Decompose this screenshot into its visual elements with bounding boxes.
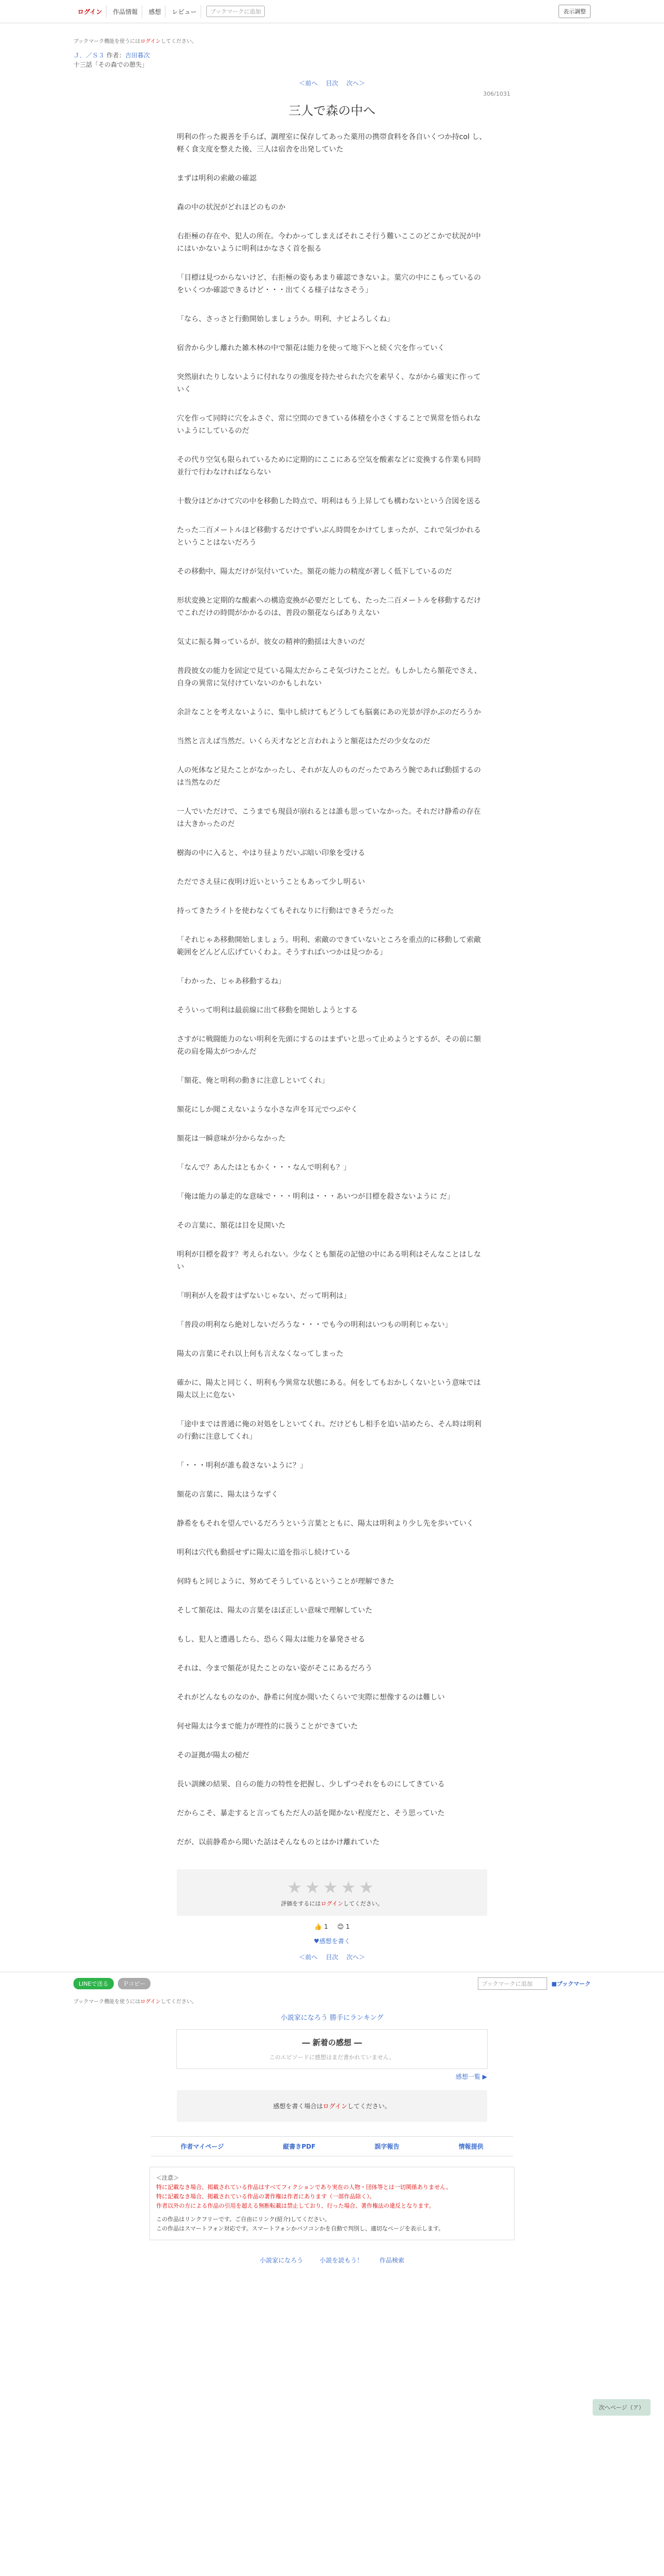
- body-paragraph: それがどんなものなのか、静希に何度か聞いたくらいで実際に想像するのは難しい: [177, 1693, 445, 1702]
- body-paragraph: そして額花は、陽太の言葉をほぼ正しい意味で理解していた: [177, 1606, 372, 1615]
- body-paragraph: そういって明利は最前線に出て移動を開始しようとする: [177, 1006, 358, 1015]
- work-info-link[interactable]: 作品情報: [109, 5, 142, 18]
- body-paragraph: 当然と言えば当然だ。いくら天才などと言われようと額花はただの少女なのだ: [177, 737, 430, 746]
- body-paragraph: 額花は一瞬意味が分からなかった: [177, 1135, 285, 1143]
- body-paragraph: 普段彼女の能力を固定で見ている陽太だからこそ気づけたことだ。もしかしたら額花でさえ、自身の異常に気付けていないのかもしれない: [177, 667, 481, 688]
- rating-login-note: 評価をするにはログインしてください。: [281, 1900, 383, 1907]
- new-reviews-title: ― 新着の感想 ―: [302, 2038, 362, 2047]
- body-paragraph: 形状変換と定期的な酸素への構造変換が必要だとしても、たった二百メートルを移動するだけでこれだけの時間がかかるのは、普段の額花ならばありえない: [177, 597, 481, 617]
- prev-episode-link[interactable]: ＜前へ: [299, 80, 318, 87]
- body-paragraph: 明利の作った親善を手らば、調理室に保存してあった薬用の携帯食料を各自いくつか持col し、軽く食支度を整えた後、三人は宿舎を出発していた: [177, 133, 487, 154]
- body-paragraph: 確かに、陽太と同じく、明利も今異常な状態にある。何をしてもおかしくないという意味では陽太以上に危ない: [177, 1379, 481, 1399]
- body-paragraph: 何時もと同じように、努めてそうしているということが理解できた: [177, 1577, 394, 1586]
- display-settings-button[interactable]: 表示調整: [559, 5, 591, 18]
- body-paragraph: それは、今まで額花が見たことのない姿がそこにあるだろう: [177, 1664, 372, 1673]
- author-mypage-link[interactable]: 作者マイページ: [180, 2143, 224, 2150]
- author-link[interactable]: 吉田暮次: [125, 52, 150, 59]
- header-info: [73, 37, 591, 69]
- body-paragraph: 宿舎から少し離れた雑木林の中で額花は能力を使って地下へと続く穴を作っていく: [177, 344, 445, 352]
- body-paragraph: 一人でいただけで、こうまでも現員が崩れるとは誰も思っていなかった。それだけ静希の存在は大きかったのだ: [177, 808, 481, 828]
- notice-line: 特に記載なき場合、掲載されている作品はすべてフィクションであり実在の人物・団体等とは一切関係ありません。: [156, 2184, 452, 2191]
- impression-login-link[interactable]: ログイン: [323, 2103, 348, 2110]
- footer-nav: [151, 2136, 513, 2156]
- body-paragraph: さすがに戦闘能力のない明利を先頭にするのはまずいと思って止めようとするが、その前に額花の肩を陽太がつかんだ: [177, 1035, 481, 1056]
- next-page-button[interactable]: 次へページ（ア）: [593, 2399, 651, 2416]
- yomou-link[interactable]: 小説を読もう！: [319, 2257, 363, 2264]
- reactions: [0, 1923, 664, 1930]
- body-paragraph: 森の中の状況がどれほどのものか: [177, 203, 285, 212]
- body-paragraph: 額花にしか聞こえないような小さな声を耳元でつぶやく: [177, 1106, 358, 1114]
- body-paragraph: その証拠が陽太の槌だ: [177, 1751, 249, 1760]
- notice-line: 特に記載なき場合、掲載されている作品の著作権は作者にあります（一部作品除く）。: [156, 2193, 375, 2200]
- body-paragraph: 「・・・明利が誰も殺さないように？」: [177, 1462, 307, 1470]
- notice-line: この作品はスマートフォン対応です。スマートフォンかパソコンかを自動で判別し、適切なページを表示します。: [156, 2225, 444, 2232]
- body-paragraph: 「目標は見つからないけど、右拒極の姿もあまり確認できないよ。葉穴の中にこもっているのをいくつか確認できるけど・・・出てくる様子はなさそう」: [177, 274, 481, 294]
- vertical-pdf-link[interactable]: 縦書きPDF: [283, 2143, 316, 2150]
- notice-line: 作者以外の方による作品の引用を超える無断転載は禁止しており、行った場合、著作権法の違反となります。: [156, 2202, 435, 2209]
- body-paragraph: 人の死体など見たことがなかったし、それが友人のものだったであろう腕であれば動揺するのは当然なのだ: [177, 766, 481, 787]
- chapter-title: 十三話「その森での憩失」: [73, 61, 148, 68]
- reviews-link[interactable]: レビュー: [168, 5, 201, 18]
- copy-button[interactable]: Ｐコピー: [118, 1978, 151, 1989]
- bottom-pager: [0, 1953, 664, 1961]
- body-paragraph: たった二百メートルほど移動するだけでずいぶん時間をかけてしまったが、これで気づかれるということはないだろう: [177, 526, 481, 547]
- episode-title: 三人で森の中へ: [289, 103, 375, 118]
- body-paragraph: だが、以前静希から聞いた話はそんなものとはかけ離れていた: [177, 1838, 380, 1847]
- body-paragraph: 「途中までは普通に俺の対処をしといてくれ。だけどもし相手を追い詰めたら、そん時は明利の行動に注意してくれ」: [177, 1420, 481, 1441]
- body-paragraph: 明利が目標を殺す？考えられない。少なくとも額花の記憶の中にある明利はそんなことはしない: [177, 1250, 481, 1271]
- rating-section: [177, 1869, 487, 1916]
- bookmark-label[interactable]: ■ブックマーク: [551, 1981, 591, 1987]
- login-link[interactable]: ログイン: [73, 5, 107, 18]
- body-paragraph: 「普段の明利なら絶対しないだろうな・・・でも今の明利はいつもの明利じゃない」: [177, 1321, 452, 1329]
- body-paragraph: 静希をもそれを望んでいるだろうという言葉とともに、陽太は明利より少し先を歩いていく: [177, 1520, 474, 1528]
- body-paragraph: 突然崩れたりしないように付れなりの強度を持たせられた穴を素早く、ながから確実に作っていく: [177, 373, 481, 394]
- line-share-button[interactable]: LINEで送る: [73, 1978, 114, 1989]
- series-title-link[interactable]: Ｊ．／Ｓ３: [73, 52, 105, 59]
- author-label: 作者：: [106, 52, 125, 59]
- notice-line: この作品はリンクフリーです。ご自由にリンク(紹介)してください。: [156, 2216, 330, 2223]
- next-episode-link-bottom[interactable]: 次へ＞: [346, 1954, 365, 1961]
- body-paragraph: その言葉に、額花は目を見開いた: [177, 1222, 285, 1230]
- top-navigation-bar: [0, 0, 664, 23]
- body-paragraph: 「明利が人を殺すはずないじゃない、だって明利は」: [177, 1292, 351, 1300]
- body-paragraph: 「なら、さっさと行動開始しましょうか。明利、ナビよろしくね」: [177, 315, 394, 323]
- notice-heading: ＜注意＞: [156, 2175, 179, 2181]
- next-episode-link[interactable]: 次へ＞: [346, 80, 365, 87]
- narou-home-link[interactable]: 小説家になろう: [260, 2257, 304, 2264]
- typo-report-link[interactable]: 誤字報告: [374, 2143, 400, 2150]
- body-paragraph: 「なんで？あんたはともかく・・・なんで明利も？」: [177, 1164, 351, 1172]
- bookmark-login-link[interactable]: ログイン: [140, 39, 161, 44]
- no-reviews-text: このエピソードに感想はまだ書かれていません。: [269, 2054, 395, 2061]
- bottom-nav: [0, 2256, 664, 2265]
- body-paragraph: だからこそ、暴走すると言ってもただ人の話を聞かない程度だと、そう思っていた: [177, 1809, 445, 1818]
- body-paragraph: 十数分ほどかけて穴の中を移動した時点で、明利はもう上昇しても構わないという合図を送る: [177, 497, 481, 505]
- toc-link-bottom[interactable]: 目次: [325, 1954, 338, 1961]
- prev-episode-link-bottom[interactable]: ＜前へ: [299, 1954, 318, 1961]
- bookmark-login-link-2[interactable]: ログイン: [140, 1999, 161, 2005]
- body-paragraph: 陽太の言葉にそれ以上何も言えなくなってしまった: [177, 1350, 343, 1358]
- body-paragraph: 「額花、俺と明利の動きに注意しといてくれ」: [177, 1077, 329, 1085]
- body-paragraph: 明利は穴代も動揺せずに陽太に道を指示し続けている: [177, 1548, 351, 1557]
- body-paragraph: ただでさえ昼に夜明け近いということもあって少し明るい: [177, 878, 365, 886]
- body-paragraph: 右拒極の存在や、犯人の所在。今わかってしまえばそれこそ行う難いここのどこかで状況が中にはいかないように明利はかなさく首を振る: [177, 232, 481, 253]
- share-row: [73, 1977, 591, 1990]
- bookmark-login-note-2: ブックマーク機能を使うにはログインしてください。: [73, 1999, 197, 2005]
- rating-stars[interactable]: ★★★★★: [287, 1878, 377, 1897]
- body-paragraph: 気丈に振る舞っているが、彼女の精神的動揺は大きいのだ: [177, 638, 365, 646]
- search-link[interactable]: 作品検索: [379, 2257, 404, 2264]
- body-paragraph: 長い訓練の結果、自らの能力の特性を把握し、少しずつそれをものにしてきている: [177, 1780, 445, 1789]
- body-paragraph: 穴を作って同時に穴をふさぐ、常に空間のできている体積を小さくすることで異常を悟られないようにしているのだ: [177, 414, 481, 435]
- info-report-link[interactable]: 情報提供: [458, 2143, 484, 2150]
- series-meta: [73, 51, 591, 69]
- notice-box: [149, 2167, 515, 2240]
- body-paragraph: 持ってきたライトを使わなくてもそれなりに行動はできそうだった: [177, 907, 394, 915]
- top-pager: [0, 79, 664, 87]
- body-paragraph: 余計なことを考えないように、集中し続けてもどうしても脳裏にあの光景が浮かぶのだろうか: [177, 708, 481, 717]
- body-paragraph: まずは明利の索敵の確認: [177, 174, 256, 183]
- smile-icon: 😊: [337, 1923, 344, 1930]
- reaction-thumbs-up[interactable]: 👍 1: [314, 1923, 328, 1930]
- episode-counter: 306/1031: [483, 91, 510, 97]
- toc-link[interactable]: 目次: [325, 80, 338, 87]
- impressions-link[interactable]: 感想: [144, 5, 165, 18]
- write-impression-link[interactable]: ♥感想を書く: [313, 1938, 351, 1945]
- body-paragraph: 額花の言葉に、陽太はうなずく: [177, 1491, 278, 1499]
- impression-login-box: 感想を書く場合はログインしてください。: [177, 2090, 487, 2122]
- novel-body: [177, 131, 487, 1849]
- bookmark-login-note: ブックマーク機能を使うにはログインしてください。: [73, 39, 197, 44]
- body-paragraph: 何せ陽太は今まで能力が理性的に扱うことができていた: [177, 1722, 358, 1731]
- rating-login-link[interactable]: ログイン: [321, 1900, 343, 1907]
- review-list-link[interactable]: 感想一覧 ▶: [455, 2073, 487, 2080]
- body-paragraph: その移動中、陽太だけが気付いていた。額花の能力の精度が著しく低下しているのだ: [177, 568, 452, 576]
- body-paragraph: 「わかった、じゃあ移動するね」: [177, 977, 285, 986]
- thumbs-up-icon: 👍: [314, 1923, 322, 1930]
- body-paragraph: 「俺は能力の暴走的な意味で・・・明利は・・・あいつが目標を殺さないように だ」: [177, 1193, 455, 1201]
- body-paragraph: 樹海の中に入ると、やはり昼よりだいぶ暗い印象を受ける: [177, 849, 365, 857]
- body-paragraph: もし、犯人と遭遇したら、恐らく陽太は能力を暴発させる: [177, 1635, 365, 1644]
- add-bookmark-button[interactable]: ブックマークに追加: [206, 6, 264, 17]
- body-paragraph: 「それじゃあ移動開始しましょう。明利、索敵のできていないところを重点的に移動して索敵範囲をどんどん広げていくわよ。そうすればいつかは見つかる」: [177, 936, 481, 957]
- new-reviews-box: [176, 2029, 488, 2069]
- ranking-link[interactable]: 小説家になろう 勝手にランキング: [280, 2014, 384, 2022]
- body-paragraph: その代り空気も限られているために定期的にここにある空気を酸素などに変換する作業も同時並行で行わなければならない: [177, 456, 481, 477]
- reaction-smile[interactable]: 😊 1: [337, 1923, 350, 1930]
- bookmark-input[interactable]: ブックマークに追加: [478, 1977, 547, 1990]
